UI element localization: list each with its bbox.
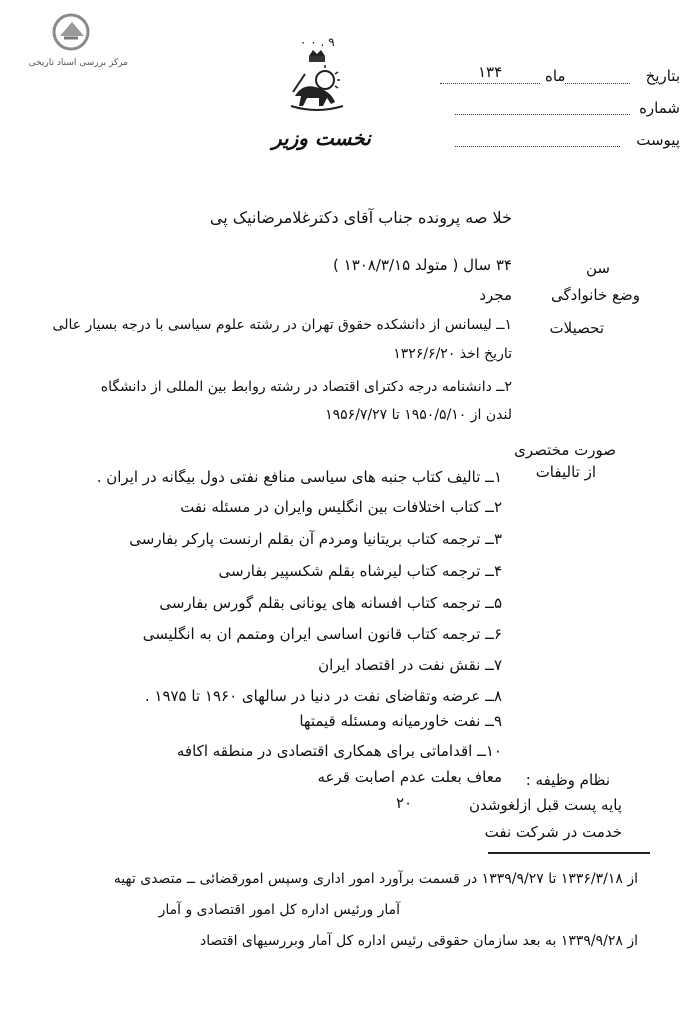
service-line-1: از ۱۳۳۶/۳/۱۸ تا ۱۳۳۹/۹/۲۷ در قسمت برآورد امور اداری وسپس امورقضائی ــ متصدی تهیه [113, 871, 638, 887]
writings-label-line-1: صورت مختصری [514, 441, 616, 459]
writing-item-9: ۹ــ نفت خاورمیانه ومسئله قیمتها [299, 712, 502, 730]
date-month-label: ماه [545, 67, 566, 85]
age-value: ۳۴ سال ( متولد ۱۳۰۸/۳/۱۵ ) [333, 256, 512, 274]
lion-and-sun-emblem-icon [285, 48, 349, 118]
number-label: شماره [639, 99, 680, 117]
archive-watermark [18, 12, 128, 72]
education-item-2-line-2: لندن از ۱۹۵۰/۵/۱۰ تا ۱۹۵۶/۷/۲۷ [325, 407, 512, 423]
date-label: بتاریخ [645, 67, 680, 85]
writing-item-3: ۳ــ ترجمه کتاب بریتانیا ومردم آن بقلم ارنست پارکر بفارسی [129, 530, 502, 548]
salary-label: پایه پست قبل ازلغوشدن [468, 796, 622, 814]
section-divider [488, 852, 650, 854]
archive-logo-icon [46, 12, 96, 52]
archive-watermark-label: مرکز بررسی اسناد تاریخی [28, 58, 128, 68]
education-item-2-line-1: ۲ــ دانشنامه درجه دکترای اقتصاد در رشته روابط بین المللی از دانشگاه [100, 379, 512, 395]
marital-value: مجرد [479, 286, 512, 304]
writing-item-6: ۶ــ ترجمه کتاب قانون اساسی ایران ومتمم ان به انگلیسی [142, 625, 502, 643]
military-label: نظام وظیفه : [525, 771, 610, 789]
date-year: ۱۳۴ [478, 63, 503, 81]
education-label: تحصیلات [549, 319, 604, 337]
education-item-1-line-2: تاریخ اخذ ۱۳۲۶/۶/۲۰ [393, 346, 512, 362]
attachment-label: پیوست [636, 131, 680, 149]
document-title: خلا صه پرونده جناب آقای دکترغلامرضانیک پی [209, 208, 512, 227]
service-line-2: آمار ورئیس اداره کل امور اقتصادی و آمار [158, 902, 400, 918]
writing-item-4: ۴ــ ترجمه کتاب لیرشاه بقلم شکسپیر بفارسی [218, 562, 502, 580]
service-line-3: از ۱۳۳۹/۹/۲۸ به بعد سازمان حقوقی رئیس اداره کل آمار وبررسیهای اقتصاد [200, 933, 638, 949]
writings-label-line-2: از تالیفات [535, 463, 596, 481]
marital-label: وضع خانوادگی [551, 286, 640, 304]
writing-item-8: ۸ــ عرضه وتقاضای نفت در دنیا در سالهای ۱۹۶۰ تا ۱۹۷۵ . [144, 687, 502, 705]
office-title: نخست وزیر [272, 126, 371, 150]
service-label: خدمت در شرکت نفت [484, 823, 622, 841]
writing-item-1: ۱ــ تالیف کتاب جنبه های سیاسی منافع نفتی دول بیگانه در ایران . [96, 468, 502, 486]
writing-item-5: ۵ــ ترجمه کتاب افسانه های یونانی بقلم گورس بفارسی [159, 594, 502, 612]
top-mark: ۹ . ۰ ۰ [300, 35, 335, 49]
age-label: سن [586, 259, 610, 277]
education-item-1-line-1: ۱ــ لیسانس از دانشکده حقوق تهران در رشته علوم سیاسی با درجه بسیار عالی [52, 317, 512, 333]
writing-item-2: ۲ــ کتاب اختلافات بین انگلیس وایران در مسئله نفت [180, 498, 502, 516]
military-value: معاف بعلت عدم اصابت قرعه [317, 768, 502, 786]
writing-item-10: ۱۰ــ اقداماتی برای همکاری اقتصادی در منطقه اکافه [176, 742, 502, 760]
salary-value: ۲۰ [396, 794, 413, 812]
writing-item-7: ۷ــ نقش نفت در اقتصاد ایران [318, 656, 502, 674]
